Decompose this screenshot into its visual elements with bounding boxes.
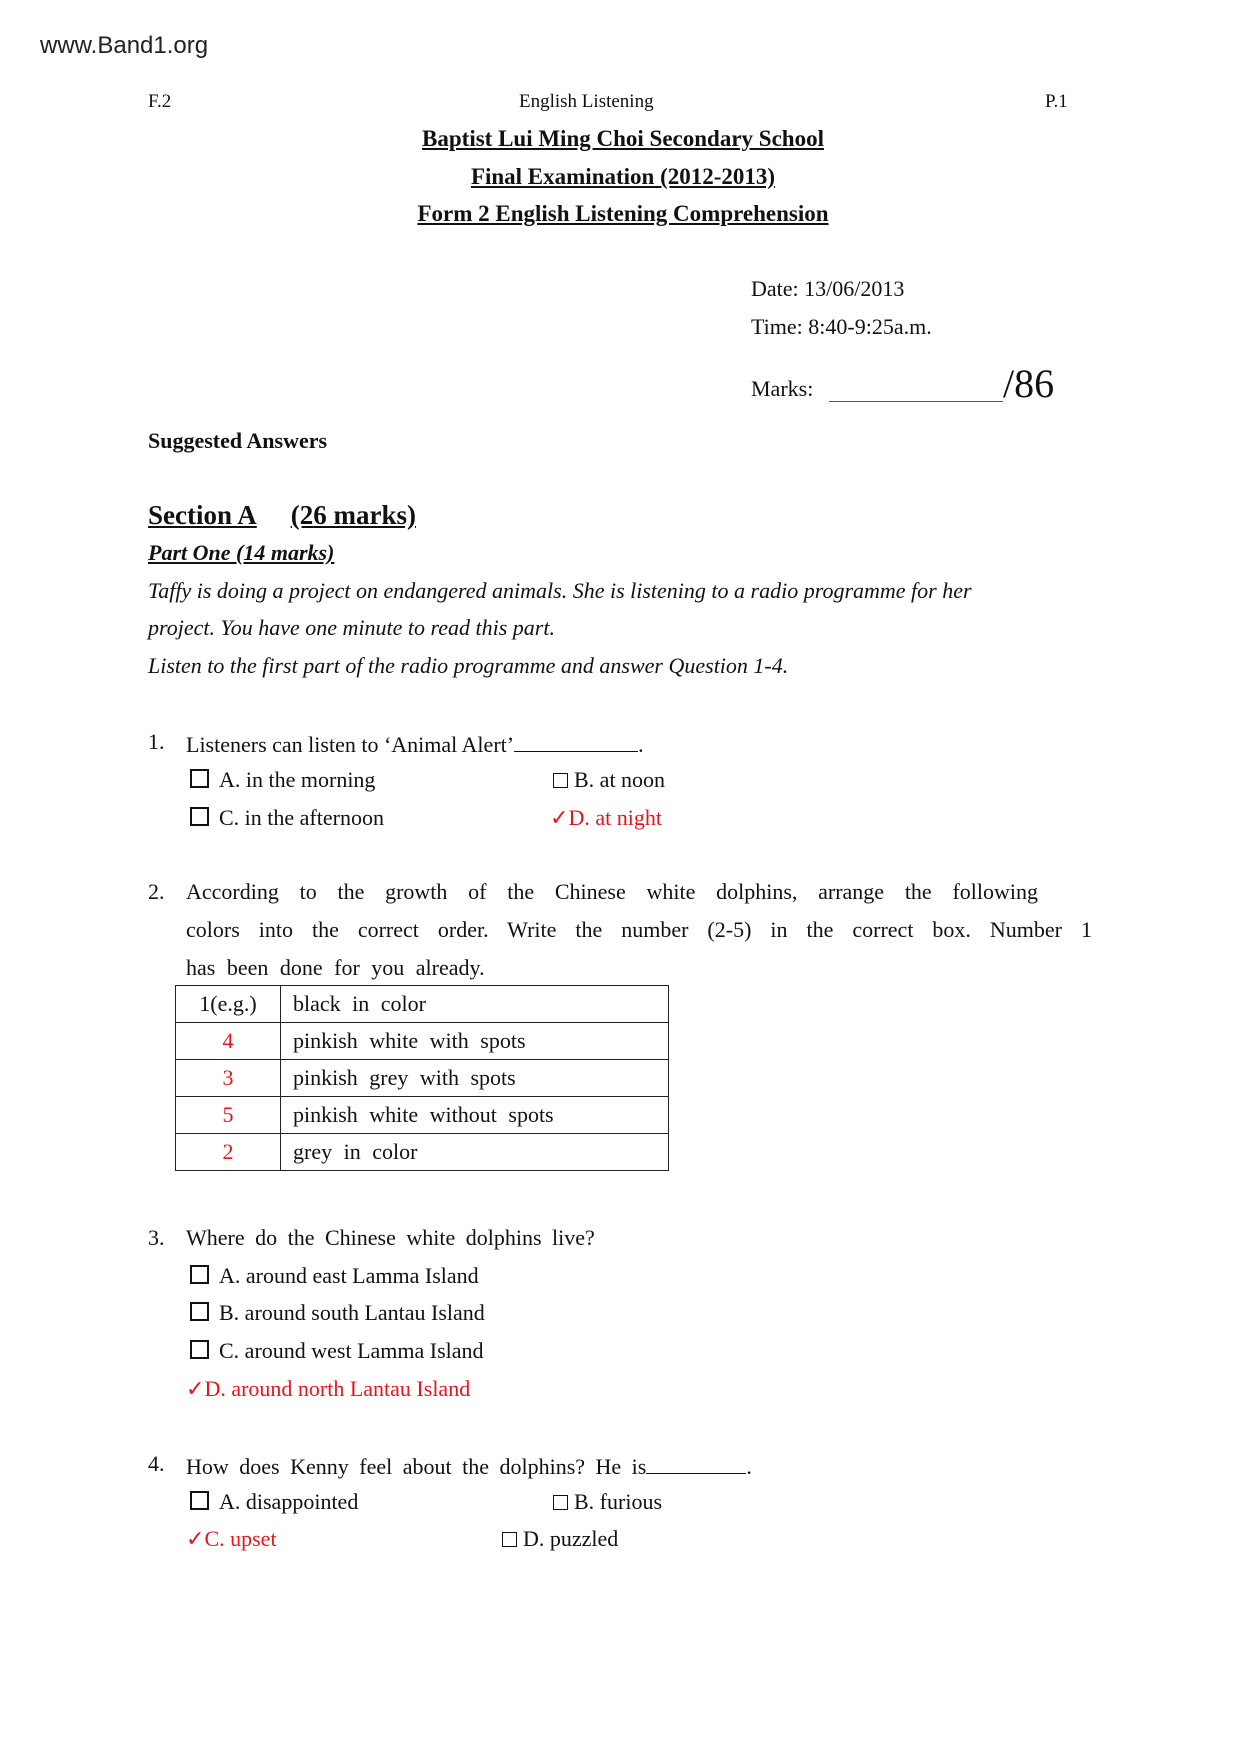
color-description: pinkish white with spots	[281, 1023, 669, 1060]
section-heading: Section A (26 marks)	[148, 500, 416, 530]
q1-number: 1.	[148, 729, 165, 754]
exam-title: Final Examination (2012-2013)	[470, 164, 776, 189]
q1-option-c: C. in the afternoon	[190, 807, 384, 829]
exam-time: Time: 8:40-9:25a.m.	[751, 314, 932, 339]
q3-option-b: B. around south Lantau Island	[190, 1302, 485, 1324]
order-answer: 5	[176, 1097, 281, 1134]
checkbox-icon[interactable]	[553, 773, 568, 788]
checkbox-icon[interactable]	[502, 1532, 517, 1547]
watermark: www.Band1.org	[40, 32, 209, 59]
q4-option-b: B. furious	[553, 1491, 662, 1513]
order-table	[175, 985, 669, 1171]
q3-option-c: C. around west Lamma Island	[190, 1340, 484, 1362]
q2-text-line: has been done for you already.	[186, 955, 485, 980]
q3-text: Where do the Chinese white dolphins live?	[186, 1225, 595, 1250]
paper-title: Form 2 English Listening Comprehension	[417, 201, 829, 226]
order-number: 1(e.g.)	[176, 986, 281, 1023]
checkmark-icon: ✓	[186, 1376, 205, 1401]
checkbox-icon[interactable]	[190, 769, 209, 788]
color-description: pinkish grey with spots	[281, 1060, 669, 1097]
q1-text: Listeners can listen to ‘Animal Alert’ .	[186, 732, 644, 757]
order-answer: 3	[176, 1060, 281, 1097]
q3-number: 3.	[148, 1225, 165, 1250]
q4-text: How does Kenny feel about the dolphins? He is .	[186, 1454, 752, 1479]
checkbox-icon[interactable]	[190, 1302, 209, 1321]
order-answer: 4	[176, 1023, 281, 1060]
intro-line: Taffy is doing a project on endangered animals. She is listening to a radio programme for her	[148, 578, 972, 603]
checkbox-icon[interactable]	[553, 1495, 568, 1510]
q4-option-a: A. disappointed	[190, 1491, 358, 1513]
q3-option-d-correct: ✓D. around north Lantau Island	[186, 1376, 471, 1401]
intro-line: project. You have one minute to read this part.	[148, 615, 555, 640]
checkbox-icon[interactable]	[190, 1491, 209, 1510]
header-subject: English Listening	[519, 91, 654, 112]
answer-blank	[646, 1453, 746, 1474]
checkbox-icon[interactable]	[190, 807, 209, 826]
q1-option-d-correct: ✓D. at night	[550, 805, 662, 830]
header-page: P.1	[1045, 91, 1068, 112]
marks-total: /86	[1003, 361, 1055, 406]
suggested-answers-label: Suggested Answers	[148, 428, 328, 453]
table-row	[176, 1023, 669, 1060]
part-heading: Part One (14 marks)	[148, 540, 335, 565]
marks-blank	[829, 379, 1003, 402]
order-answer: 2	[176, 1134, 281, 1171]
q3-option-a: A. around east Lamma Island	[190, 1265, 479, 1287]
color-description: grey in color	[281, 1134, 669, 1171]
color-description: pinkish white without spots	[281, 1097, 669, 1134]
intro-line: Listen to the first part of the radio programme and answer Question 1-4.	[148, 653, 789, 678]
table-row	[176, 1134, 669, 1171]
checkmark-icon: ✓	[550, 805, 569, 830]
q4-option-d: D. puzzled	[502, 1528, 618, 1550]
school-title: Baptist Lui Ming Choi Secondary School	[422, 126, 824, 151]
q4-option-c-correct: ✓C. upset	[186, 1526, 277, 1551]
answer-blank	[514, 731, 638, 752]
table-row	[176, 1097, 669, 1134]
q2-text-line: colors into the correct order. Write the number (2-5) in the correct box. Number 1	[186, 917, 1092, 942]
table-row	[176, 986, 669, 1023]
color-description: black in color	[281, 986, 669, 1023]
checkmark-icon: ✓	[186, 1526, 205, 1551]
q4-number: 4.	[148, 1451, 165, 1476]
q1-option-b: B. at noon	[553, 769, 665, 791]
table-row	[176, 1060, 669, 1097]
exam-date: Date: 13/06/2013	[751, 276, 905, 301]
header-form: F.2	[148, 91, 172, 112]
q1-option-a: A. in the morning	[190, 769, 375, 791]
q2-text-line: According to the growth of the Chinese white dolphins, arrange the following	[186, 879, 1038, 904]
marks-label: Marks:	[751, 376, 814, 401]
checkbox-icon[interactable]	[190, 1340, 209, 1359]
checkbox-icon[interactable]	[190, 1265, 209, 1284]
q2-number: 2.	[148, 879, 165, 904]
